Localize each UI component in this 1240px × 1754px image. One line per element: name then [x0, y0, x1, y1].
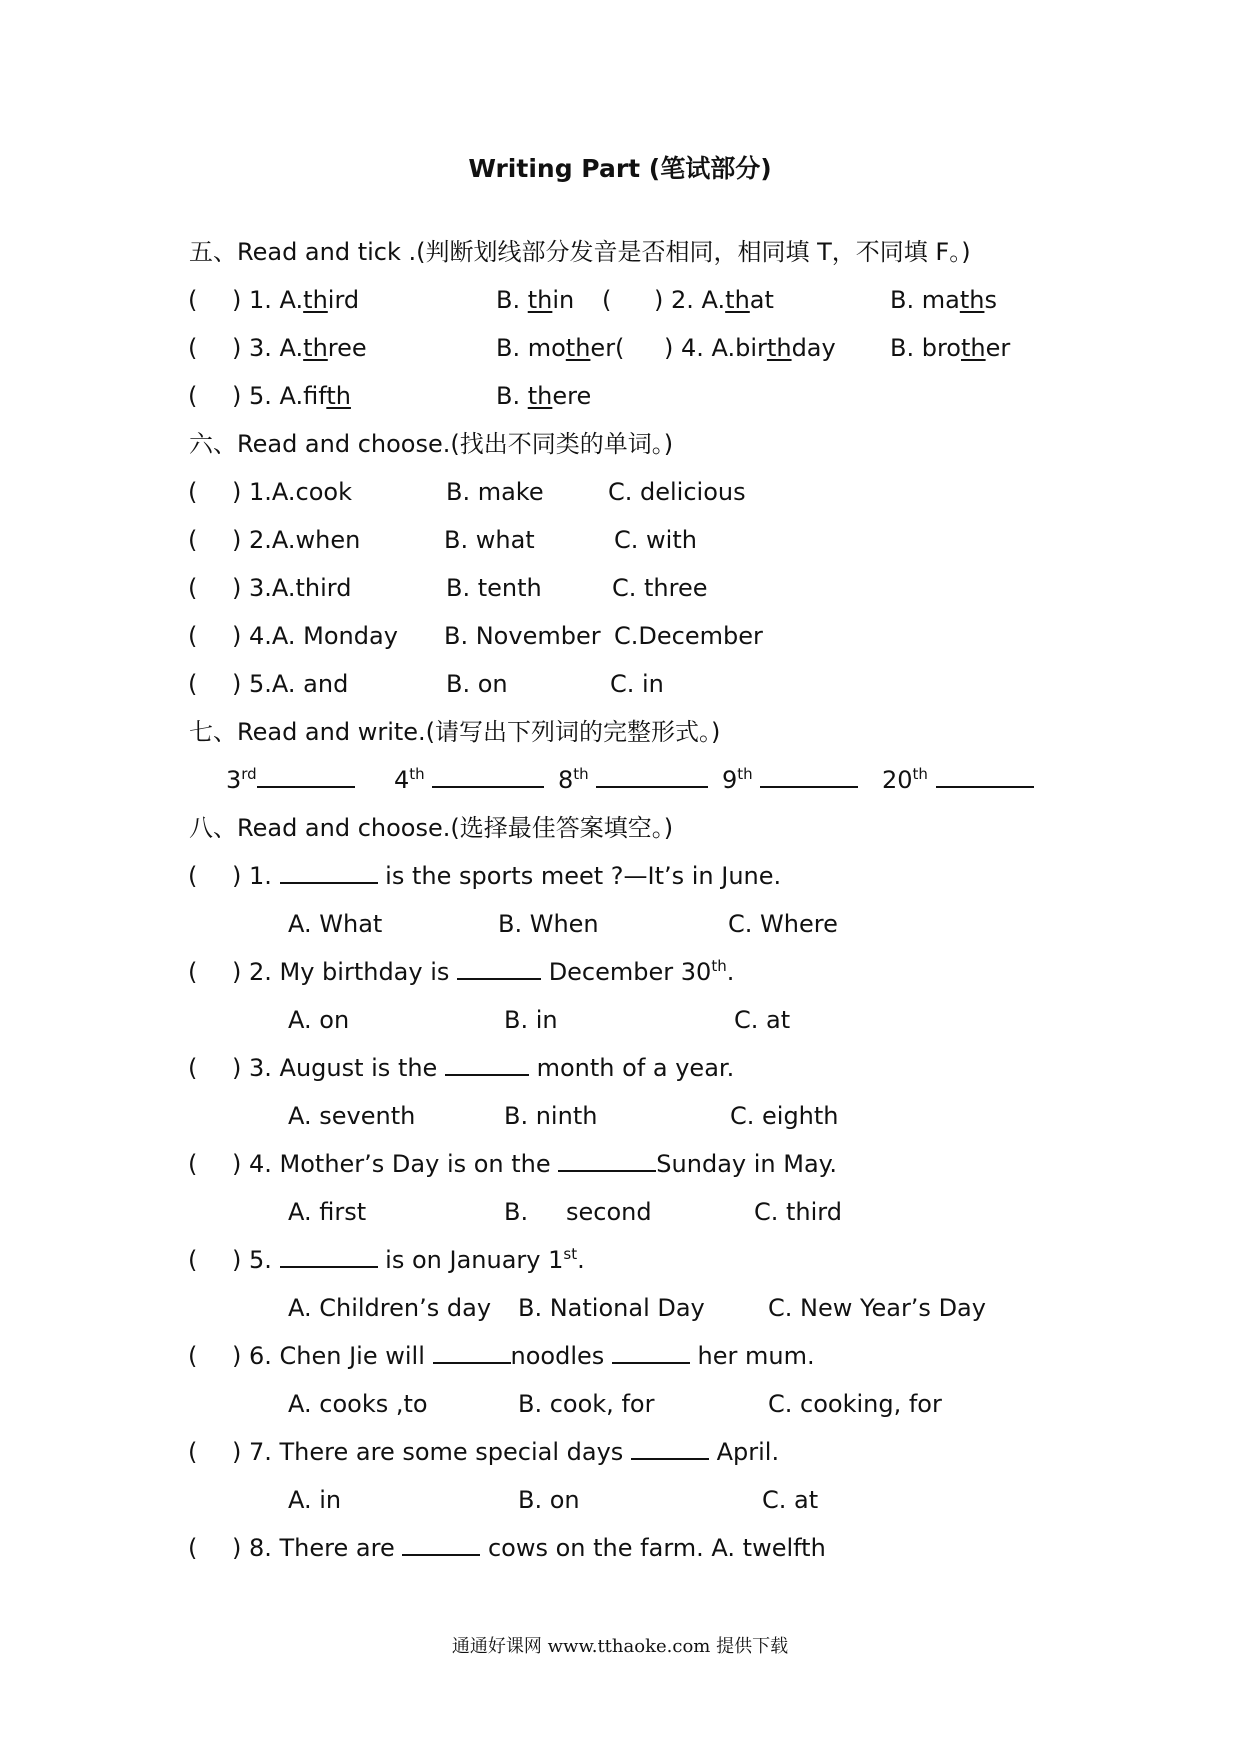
section5-heading: 五、Read and tick .(判断划线部分发音是否相同，相同填 T，不同填 F。)	[189, 238, 971, 266]
question-5-options: A. Children’s day B. National Day C. New Year’s Day	[288, 1294, 986, 1322]
question-6-options: A. cooks ,to B. cook, for C. cooking, for	[288, 1390, 942, 1418]
question-7-options: A. in B. on C. at	[288, 1486, 819, 1514]
answer-blank[interactable]	[433, 1336, 511, 1364]
answer-blank[interactable]	[457, 952, 541, 980]
question-7: ( ) 7. There are some special days April.	[190, 1428, 1090, 1476]
section8-heading: 八、Read and choose.(选择最佳答案填空。)	[189, 814, 674, 842]
worksheet-content	[190, 228, 1090, 1572]
answer-blank[interactable]	[612, 1336, 690, 1364]
list-item: ( ) 3.A.third B. tenth C. three	[188, 574, 708, 602]
question-3-options: A. seventh B. ninth C. eighth	[288, 1102, 839, 1130]
list-item: ( ) 2.A.when B. what C. with	[188, 526, 697, 554]
question-5: ( ) 5. is on January 1st.	[190, 1236, 1090, 1284]
answer-blank[interactable]	[596, 760, 708, 788]
answer-blank[interactable]	[402, 1528, 480, 1556]
answer-blank[interactable]	[432, 760, 544, 788]
question-6: ( ) 6. Chen Jie will noodles her mum.	[190, 1332, 1090, 1380]
answer-blank[interactable]	[631, 1432, 709, 1460]
list-item: ( ) 1.A.cook B. make C. delicious	[188, 478, 746, 506]
question-1: ( ) 1. is the sports meet ?—It’s in June.	[190, 852, 1090, 900]
answer-blank[interactable]	[558, 1144, 656, 1172]
answer-blank[interactable]	[280, 1240, 378, 1268]
answer-blank[interactable]	[445, 1048, 529, 1076]
question-8: ( ) 8. There are cows on the farm. A. twelfth	[190, 1524, 1090, 1572]
footer-credit: 通通好课网 www.tthaoke.com 提供下载	[451, 1636, 789, 1657]
section6-heading: 六、Read and choose.(找出不同类的单词。)	[189, 430, 674, 458]
question-4: ( ) 4. Mother’s Day is on the Sunday in May.	[190, 1140, 1090, 1188]
ordinal-row: 3rd 4th 8th 9th 20th	[190, 756, 1090, 804]
list-item: ( ) 4.A. Monday B. November C.December	[188, 622, 763, 650]
answer-blank[interactable]	[936, 760, 1034, 788]
answer-blank[interactable]	[760, 760, 858, 788]
answer-blank[interactable]	[257, 760, 355, 788]
list-item: ( ) 5.A. and B. on C. in	[188, 670, 664, 698]
page-title: Writing Part (笔试部分)	[468, 154, 772, 183]
question-2: ( ) 2. My birthday is December 30th.	[190, 948, 1090, 996]
question-4-options: A. first B. second C. third	[288, 1198, 842, 1226]
list-item: ( ) 1. A.third B. thin ( ) 2. A.that B. maths	[188, 286, 997, 314]
list-item: ( ) 3. A.three B. mother( ) 4. A.birthday B. brother	[188, 334, 1011, 362]
question-1-options: A. What B. When C. Where	[288, 910, 838, 938]
section7-heading: 七、Read and write.(请写出下列词的完整形式。)	[189, 718, 721, 746]
answer-blank[interactable]	[280, 856, 378, 884]
list-item: ( ) 5. A.fifth B. there	[188, 382, 592, 410]
question-3: ( ) 3. August is the month of a year.	[190, 1044, 1090, 1092]
question-2-options: A. on B. in C. at	[288, 1006, 791, 1034]
